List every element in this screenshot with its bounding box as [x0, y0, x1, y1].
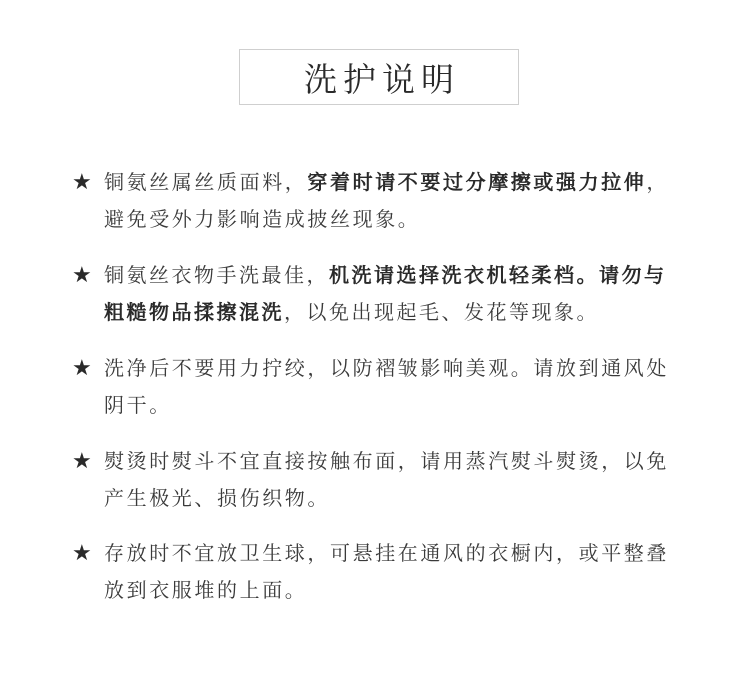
care-item-text: 熨烫时熨斗不宜直接按触布面，请用蒸汽熨斗熨烫，以免产生极光、损伤织物。 — [104, 449, 669, 510]
care-item — [72, 443, 682, 517]
care-item-text: 存放时不宜放卫生球，可悬挂在通风的衣橱内，或平整叠放到衣服堆的上面。 — [104, 541, 669, 602]
care-item-text: 铜氨丝属丝质面料， — [104, 170, 308, 194]
care-item-text: 铜氨丝衣物手洗最佳， — [104, 263, 329, 287]
star-icon: ★ — [72, 541, 95, 566]
care-item — [72, 350, 682, 424]
star-icon: ★ — [72, 449, 95, 474]
star-icon: ★ — [72, 263, 95, 288]
star-icon: ★ — [72, 170, 95, 195]
care-item — [72, 257, 682, 331]
care-item-text-end: ，以免出现起毛、发花等现象。 — [284, 300, 599, 324]
care-item — [72, 535, 682, 609]
care-item-text-end: ，避免受外力影响造成披丝现象。 — [104, 170, 670, 231]
care-instructions-list — [72, 164, 682, 628]
care-item-emphasis: 机洗请选择洗衣机轻柔档。请勿与粗糙物品揉擦混洗 — [104, 263, 667, 324]
title-box — [239, 49, 519, 105]
page-title: 洗护说明 — [304, 59, 460, 99]
care-item-emphasis: 穿着时请不要过分摩擦或强力拉伸 — [307, 170, 647, 194]
star-icon: ★ — [72, 356, 95, 381]
care-item-text: 洗净后不要用力拧绞，以防褶皱影响美观。请放到通风处阴干。 — [104, 356, 669, 417]
care-item — [72, 164, 682, 238]
